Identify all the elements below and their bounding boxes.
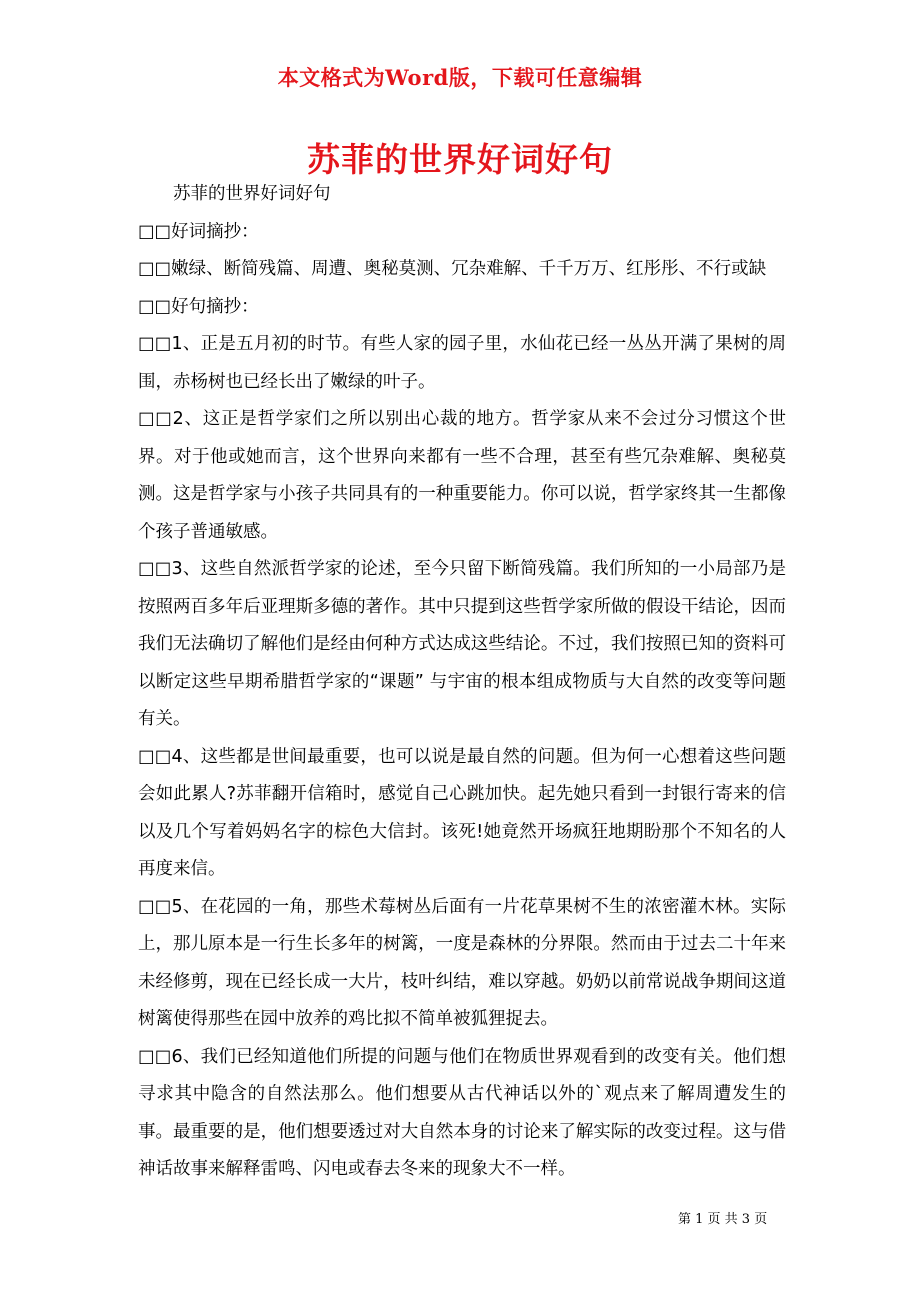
- document-body: [138, 176, 786, 1189]
- document-title: 苏菲的世界好词好句: [307, 140, 613, 179]
- body-paragraph: □□4、这些都是世间最重要，也可以说是最自然的问题。但为何一心想着这些问题会如此累人?苏菲翻开信箱时，感觉自己心跳加快。起先她只看到一封银行寄来的信以及几个写着妈妈名字的棕色大信封。该死!她竟然开场疯狂地期盼那个不知名的人再度来信。: [138, 746, 786, 879]
- body-paragraph: □□3、这些自然派哲学家的论述，至今只留下断简残篇。我们所知的一小局部乃是按照两百多年后亚理斯多德的著作。其中只提到这些哲学家所做的假设干结论，因而我们无法确切了解他们是经由何种方式达成这些结论。不过，我们按照已知的资料可以断定这些早期希腊哲学家的“课题” 与宇宙的根本组成物质与大自然的改变等问题有关。: [138, 559, 786, 729]
- body-paragraph: □□嫩绿、断简残篇、周遭、奥秘莫测、冗杂难解、千千万万、红彤彤、不行或缺: [138, 259, 767, 279]
- document-header-note: 本文格式为Word版，下载可任意编辑: [277, 65, 643, 90]
- body-paragraph: □□2、这正是哲学家们之所以别出心裁的地方。哲学家从来不会过分习惯这个世界。对于他或她而言，这个世界向来都有一些不合理，甚至有些冗杂难解、奥秘莫测。这是哲学家与小孩子共同具有的一种重要能力。你可以说，哲学家终其一生都像个孩子普通敏感。: [138, 409, 786, 542]
- body-paragraph: 苏菲的世界好词好句: [173, 184, 331, 204]
- page-number-footer: 第 1 页 共 3 页: [678, 1212, 768, 1227]
- body-paragraph: □□1、正是五月初的时节。有些人家的园子里，水仙花已经一丛丛开满了果树的周围，赤杨树也已经长出了嫩绿的叶子。: [138, 334, 786, 392]
- body-paragraph: □□好词摘抄：: [138, 221, 259, 242]
- body-paragraph: □□6、我们已经知道他们所提的问题与他们在物质世界观看到的改变有关。他们想寻求其中隐含的自然法那么。他们想要从古代神话以外的`观点来了解周遭发生的事。最重要的是，他们想要透过对大自然本身的讨论来了解实际的改变过程。这与借神话故事来解释雷鸣、闪电或春去冬来的现象大不一样。: [138, 1046, 786, 1179]
- body-paragraph: □□好句摘抄：: [138, 296, 259, 317]
- body-paragraph: □□5、在花园的一角，那些术莓树丛后面有一片花草果树不生的浓密灌木林。实际上，那儿原本是一行生长多年的树篱，一度是森林的分界限。然而由于过去二十年来未经修剪，现在已经长成一大片，枝叶纠结，难以穿越。奶奶以前常说战争期间这道树篱使得那些在园中放养的鸡比拟不简单被狐狸捉去。: [138, 896, 786, 1029]
